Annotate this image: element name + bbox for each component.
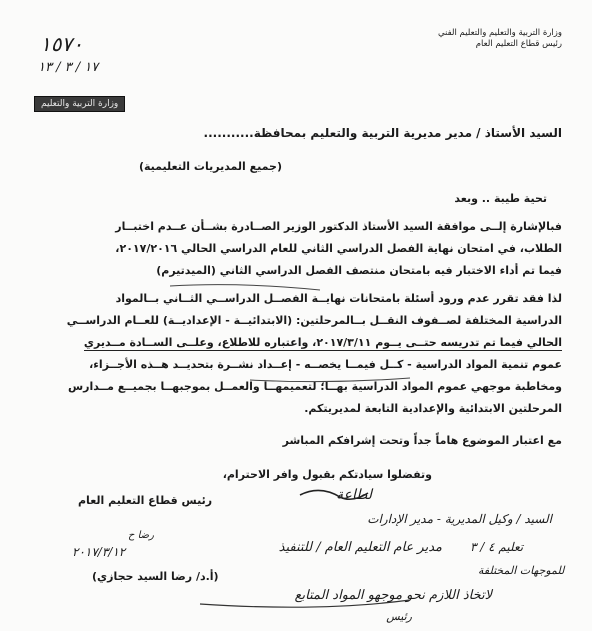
sector-name: رئيس قطاع التعليم العام (475, 39, 562, 49)
underline-stroke-2 (250, 378, 410, 382)
handwritten-note-2: مدير عام التعليم العام / للتنفيذ (278, 540, 442, 555)
signature-stroke (300, 490, 368, 499)
handwritten-note-4: رئيس (386, 610, 412, 623)
recipients: (جميع المديريات التعليمية) (138, 160, 282, 173)
handwritten-date: ٢٠١٧/٣/١٢ (72, 545, 126, 559)
body-line-4: لذا فقد تقرر عدم ورود أسئلة بامتحانات نهايــة الفصــل الدراســي الثــاني بــالمواد (115, 292, 562, 305)
body-line-5: الدراسية المختلفة لصــفوف النقــل بــالمرحلتين: (الابتدائيــة - الإعداديــة) للعــام الدراســي (66, 314, 562, 327)
handwritten-left-note-1: تعليم ٤ / ٣ (470, 540, 524, 554)
underline-stroke-3 (200, 600, 410, 607)
signature-name: (أ.د/ رضا السيد حجازي) (92, 570, 219, 583)
handwritten-note-1: السيد / وكيل المديرية - مدير الإدارات (367, 512, 552, 526)
handwritten-initials: رضا ح (128, 530, 155, 541)
body-line-9: المرحلتين الابتدائية والإعدادية التابعة لمديريتكم. (304, 402, 562, 415)
handwritten-reference-date: ١٧ / ٣ / ١٣ (38, 60, 99, 75)
salutation: السيد الأستاذ / مدير مديرية التربية والتعليم بمحافظة........... (203, 126, 562, 140)
body-line-1: فبالإشارة إلــى موافقة السيد الأستاذ الدكتور الوزير الصــادرة بشــأن عــدم اختبــار (115, 220, 562, 233)
handwritten-reference-number: ١٥٧٠ (40, 32, 83, 56)
body-line-8: ومخاطبة موجهي عموم المواد الدراسية بهــا؛ لتعميمهــا والعمــل بموجبهــا بجميــع مــدارس (67, 380, 562, 393)
closing-note: مع اعتبار الموضوع هاماً جداً وتحت إشرافكم المباشر (282, 434, 562, 447)
ministry-name: وزارة التربية والتعليم والتعليم الفني (437, 28, 562, 38)
body-line-2: الطلاب، في امتحان نهاية الفصل الدراسي الثاني للعام الدراسي الحالي ٢٠١٧/٢٠١٦، (115, 242, 562, 255)
underline-stroke-1 (170, 285, 320, 290)
body-line-6: الحالي فيما تم تدريسه حتــى يــوم ٢٠١٧/٣/١١، واعتباره للاطلاع، وعلــى الســادة مــديري (83, 336, 562, 349)
closing: وتفضلوا سيادتكم بقبول وافر الاحترام، (222, 468, 432, 481)
handwritten-note-3: لاتخاذ اللازم نحو موجهو المواد المتابع (294, 588, 492, 603)
handwritten-sign-top: لطاعة (336, 487, 372, 503)
signature-title: رئيس قطاع التعليم العام (78, 494, 213, 507)
ministry-stamp: وزارة التربية والتعليم (34, 96, 125, 112)
greeting: تحية طيبة .. وبعد (454, 192, 547, 205)
body-line-3: فيما تم أداء الاختبار فيه بامتحان منتصف الفصل الدراسي الثاني (الميدتيرم) (156, 264, 562, 277)
handwritten-left-note-2: للموجهات المختلفة (478, 564, 565, 577)
body-line-7: عموم تنمية المواد الدراسية - كــل فيمــا يخصــه - إعــداد نشــرة بتحديــد هــذه الأجــزاء، (89, 358, 562, 371)
